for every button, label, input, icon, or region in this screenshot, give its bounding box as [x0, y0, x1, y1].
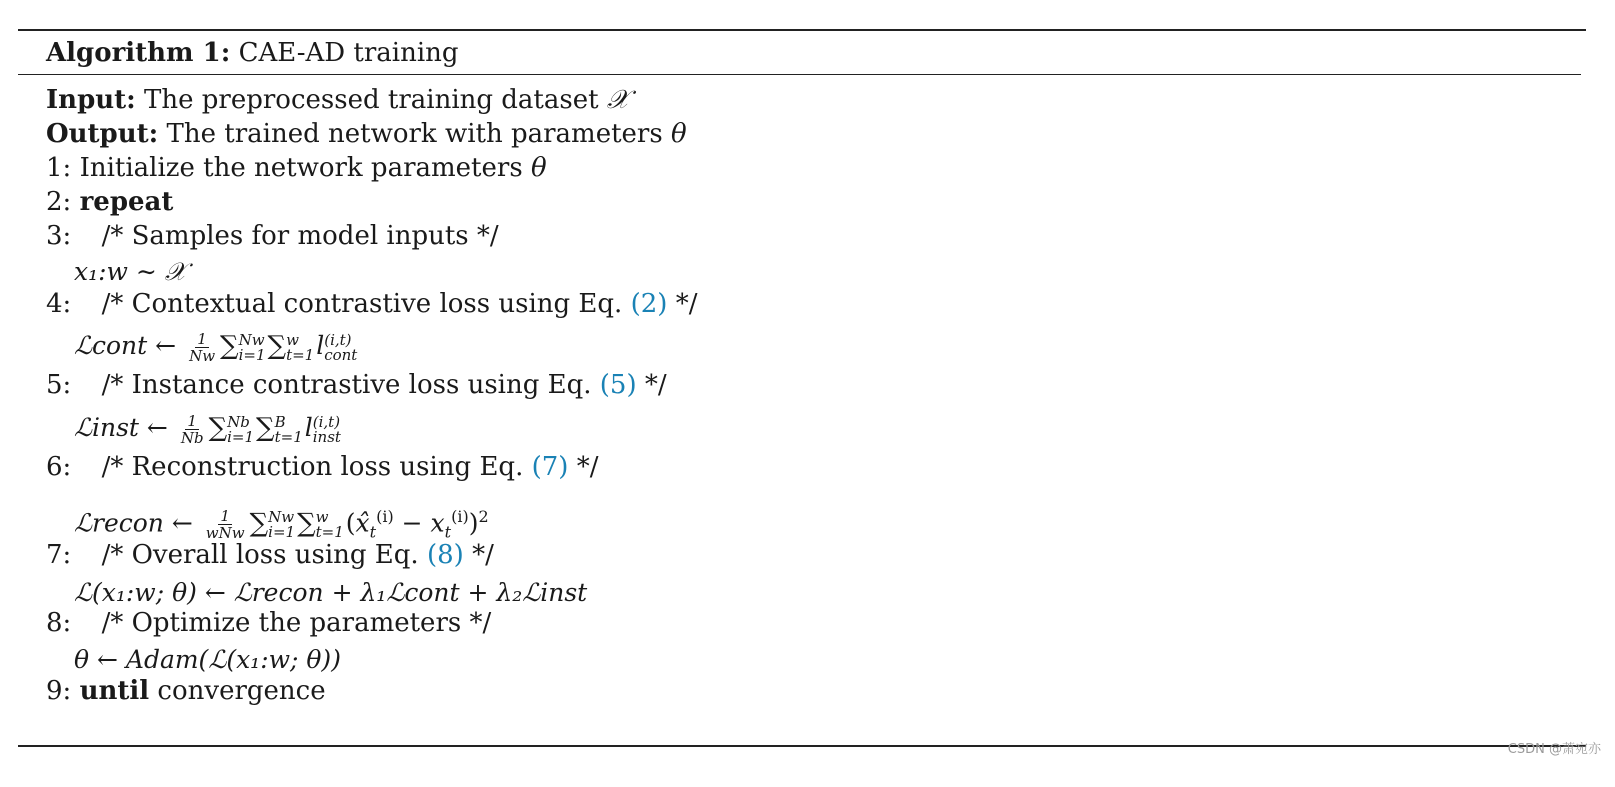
step-text: convergence: [157, 676, 326, 706]
term-indices: (i,t) inst: [312, 412, 341, 446]
sum-symbol: ∑: [267, 331, 287, 361]
step-comment: /* Samples for model inputs */: [101, 221, 499, 251]
step-number: 6:: [46, 452, 72, 482]
step-3: [46, 219, 499, 253]
sum-symbol: ∑: [297, 508, 316, 539]
bottom-rule: [18, 745, 1586, 747]
step-8: [46, 606, 491, 640]
step-number: 9:: [46, 676, 72, 706]
sum-limits: Nb i=1: [227, 412, 255, 446]
sum-limits: w t=1: [315, 507, 344, 541]
equation-link[interactable]: (7): [531, 452, 569, 482]
loss-term: l: [304, 413, 313, 442]
step-1: [46, 151, 547, 185]
step-9: [46, 674, 326, 708]
comment-end: */: [576, 452, 599, 482]
step-5-math: [74, 408, 343, 448]
step-7: [46, 538, 494, 572]
math-lhs: ℒinst ←: [74, 413, 168, 442]
math-lhs: ℒrecon ←: [74, 508, 193, 538]
fraction: $\frac{1}{\text{wNw}}$: [205, 507, 245, 543]
step-text: Initialize the network parameters: [79, 153, 523, 183]
sum-limits: Nw i=1: [268, 507, 296, 541]
input-line: [46, 83, 629, 117]
step-number: 8:: [46, 608, 72, 638]
equation-link[interactable]: (8): [426, 540, 464, 570]
step-3-math: x₁:w ∼ 𝒳: [74, 257, 187, 286]
output-symbol: θ: [670, 119, 687, 149]
watermark: CSDN @萧宛亦: [1507, 742, 1601, 757]
step-4-math: [74, 326, 359, 366]
fraction: $\frac{1}{Nw}$: [189, 330, 216, 365]
step-comment: /* Contextual contrastive loss using Eq.: [101, 289, 623, 319]
comment-end: */: [472, 540, 494, 570]
input-symbol: 𝒳: [606, 85, 630, 115]
input-label: Input:: [46, 85, 136, 115]
algorithm-header: [46, 33, 459, 73]
step-number: 4:: [46, 289, 72, 319]
comment-end: */: [675, 289, 698, 319]
fraction: $\frac{1}{Nb}$: [180, 412, 204, 447]
top-rule: [18, 29, 1586, 31]
step-4: [46, 287, 697, 321]
step-keyword: until: [79, 676, 150, 706]
step-symbol: θ: [530, 153, 547, 183]
sum-limits: w t=1: [286, 330, 315, 364]
step-number: 5:: [46, 370, 72, 400]
step-2: [46, 185, 173, 219]
equation-link[interactable]: (2): [630, 289, 668, 319]
term-indices: (i,t) cont: [324, 330, 358, 364]
output-text: The trained network with parameters: [166, 119, 663, 149]
step-6: [46, 450, 598, 484]
loss-term: l: [316, 331, 325, 360]
output-label: Output:: [46, 119, 159, 149]
input-text: The preprocessed training dataset: [144, 85, 599, 115]
step-number: 7:: [46, 540, 72, 570]
step-comment: /* Optimize the parameters */: [101, 608, 492, 638]
step-keyword: repeat: [79, 187, 174, 217]
sum-limits: Nw i=1: [238, 330, 266, 364]
sum-symbol: ∑: [220, 331, 239, 361]
output-line: [46, 117, 687, 151]
step-comment: /* Overall loss using Eq.: [101, 540, 419, 570]
sum-limits: B t=1: [274, 412, 303, 446]
header-rule: [18, 74, 1581, 75]
sum-symbol: ∑: [208, 413, 228, 443]
step-comment: /* Reconstruction loss using Eq.: [101, 452, 524, 482]
step-number: 3:: [46, 221, 72, 251]
step-7-math: ℒ(x₁:w; θ) ← ℒrecon + λ₁ℒcont + λ₂ℒinst: [74, 578, 588, 607]
math-lhs: ℒcont ←: [74, 331, 177, 360]
step-6-math: ℒrecon ← $\frac{1}{\text{wNw}}$ ∑ Nw i=1 ∑ w t=1 $(x̂_t^{(i)} - x_t^{(i)})^2$: [74, 507, 489, 543]
sum-symbol: ∑: [256, 413, 275, 443]
equation-link[interactable]: (5): [599, 370, 637, 400]
algorithm-title: CAE-AD training: [238, 38, 459, 68]
step-8-math: θ ← Adam(ℒ(x₁:w; θ)): [74, 645, 341, 674]
step-number: 2:: [46, 187, 72, 217]
step-comment: /* Instance contrastive loss using Eq.: [101, 370, 592, 400]
sum-symbol: ∑: [249, 508, 269, 539]
algorithm-label: Algorithm 1:: [46, 38, 231, 68]
comment-end: */: [644, 370, 667, 400]
step-5: [46, 368, 667, 402]
step-number: 1:: [46, 153, 72, 183]
